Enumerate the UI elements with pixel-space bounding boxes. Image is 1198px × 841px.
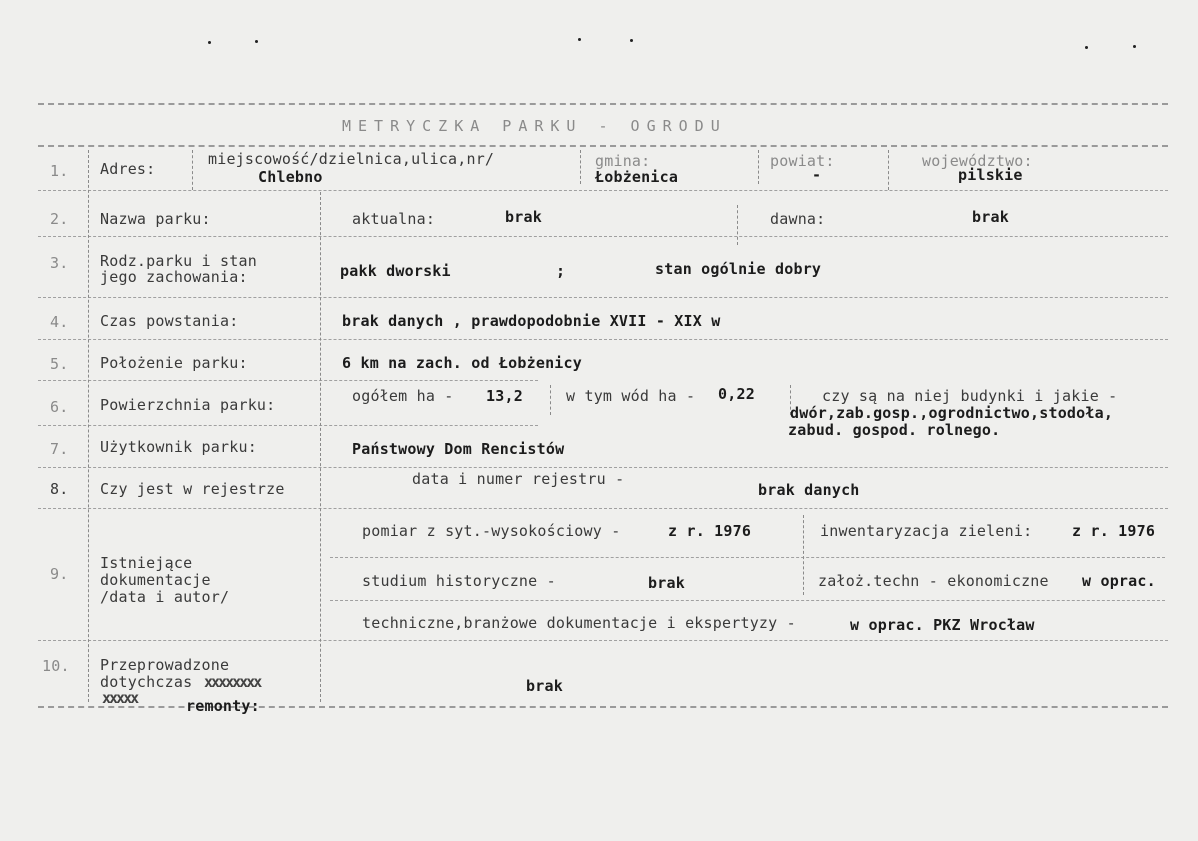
row-rule [330, 557, 1165, 558]
powiat-label: powiat: [770, 152, 835, 170]
user-label: Użytkownik parku: [100, 438, 257, 456]
creation-time-value: brak danych , prawdopodobnie XVII - XIX w [342, 312, 721, 330]
park-type-label-line1: Rodz.parku i stan [100, 252, 257, 270]
renovations-value: brak [526, 677, 563, 695]
greenery-inventory-label: inwentaryzacja zieleni: [820, 522, 1033, 540]
tech-economic-value: w oprac. [1082, 572, 1156, 590]
total-area-label: ogółem ha - [352, 387, 454, 405]
row-number: 5. [50, 355, 69, 373]
ink-dot [1085, 46, 1088, 49]
header-rule [38, 145, 1168, 147]
col-sep [192, 150, 193, 190]
address-label: Adres: [100, 160, 156, 178]
row-rule [38, 297, 1168, 298]
row-rule [38, 380, 538, 381]
struck-text: xxxxx [102, 689, 138, 707]
row-number: 1. [50, 162, 69, 180]
gmina-value: Łobżenica [595, 168, 679, 186]
row-number: 9. [50, 565, 69, 583]
row-number: 4. [50, 313, 69, 331]
row-number: 8. [50, 480, 69, 498]
row-rule [38, 190, 1168, 191]
condition-value: stan ogólnie dobry [655, 260, 822, 278]
expertise-value: w oprac. PKZ Wrocław [850, 616, 1035, 634]
buildings-label: czy są na niej budynki i jakie - [822, 387, 1118, 405]
expertise-label: techniczne,branżowe dokumentacje i ekspertyzy - [362, 614, 796, 632]
former-name-value: brak [972, 208, 1009, 226]
col-sep [737, 205, 738, 245]
renovations-label-line1: Przeprowadzone [100, 656, 230, 674]
renovations-label-line3: remonty: [186, 697, 260, 715]
row-number: 2. [50, 210, 69, 228]
col-sep [550, 385, 551, 415]
creation-time-label: Czas powstania: [100, 312, 239, 330]
row-rule [38, 640, 1168, 641]
greenery-inventory-value: z r. 1976 [1072, 522, 1156, 540]
park-type-separator: ; [556, 262, 566, 280]
water-area-label: w tym wód ha - [566, 387, 696, 405]
historical-study-label: studium historyczne - [362, 572, 556, 590]
row-number: 10. [42, 657, 70, 675]
register-number-value: brak danych [758, 481, 860, 499]
row-rule [38, 339, 1168, 340]
row-number: 7. [50, 440, 69, 458]
locality-label: miejscowość/dzielnica,ulica,nr/ [208, 150, 495, 168]
ink-dot [255, 40, 258, 43]
survey-label: pomiar z syt.-wysokościowy - [362, 522, 621, 540]
renovations-label-line2: dotychczas [100, 673, 193, 691]
col-sep [803, 515, 804, 595]
documentation-label-line3: /data i autor/ [100, 588, 230, 606]
buildings-value-line2: zabud. gospod. rolnego. [788, 421, 1001, 439]
ink-dot [630, 39, 633, 42]
voivodeship-value: pilskie [958, 166, 1023, 184]
documentation-label-line2: dokumentacje [100, 571, 211, 589]
park-type-value: pakk dworski [340, 262, 451, 280]
col-sep [580, 150, 581, 184]
location-label: Położenie parku: [100, 354, 248, 372]
form-title: METRYCZKA PARKU - OGRODU [342, 117, 727, 135]
row-rule [330, 600, 1165, 601]
total-area-value: 13,2 [486, 387, 523, 405]
row-number: 3. [50, 254, 69, 272]
register-number-label: data i numer rejestru - [412, 470, 625, 488]
ink-dot [1133, 45, 1136, 48]
current-name-label: aktualna: [352, 210, 436, 228]
voivodeship-label: województwo: [922, 152, 1033, 170]
row-number: 6. [50, 398, 69, 416]
col-sep [888, 150, 889, 190]
row-rule [38, 467, 1168, 468]
col-sep [320, 192, 321, 702]
area-label: Powierzchnia parku: [100, 396, 276, 414]
former-name-label: dawna: [770, 210, 826, 228]
current-name-value: brak [505, 208, 542, 226]
struck-text: xxxxxxxx [204, 673, 261, 691]
locality-value: Chlebno [258, 168, 323, 186]
ink-dot [208, 41, 211, 44]
historical-study-value: brak [648, 574, 685, 592]
row-rule [38, 508, 1168, 509]
col-sep [758, 150, 759, 184]
ink-dot [578, 38, 581, 41]
survey-value: z r. 1976 [668, 522, 752, 540]
buildings-value-line1: dwór,zab.gosp.,ogrodnictwo,stodoła, [790, 404, 1114, 422]
location-value: 6 km na zach. od Łobżenicy [342, 354, 582, 372]
documentation-label-line1: Istniejące [100, 554, 193, 572]
user-value: Państwowy Dom Rencistów [352, 440, 565, 458]
register-label: Czy jest w rejestrze [100, 480, 285, 498]
gmina-label: gmina: [595, 152, 651, 170]
row-rule [38, 236, 1168, 237]
row-rule [38, 425, 538, 426]
water-area-value: 0,22 [718, 385, 755, 403]
powiat-value: - [812, 166, 822, 184]
park-name-label: Nazwa parku: [100, 210, 211, 228]
col-sep [88, 150, 89, 702]
tech-economic-label: założ.techn - ekonomiczne [818, 572, 1049, 590]
park-type-label-line2: jego zachowania: [100, 268, 248, 286]
top-rule [38, 103, 1168, 105]
